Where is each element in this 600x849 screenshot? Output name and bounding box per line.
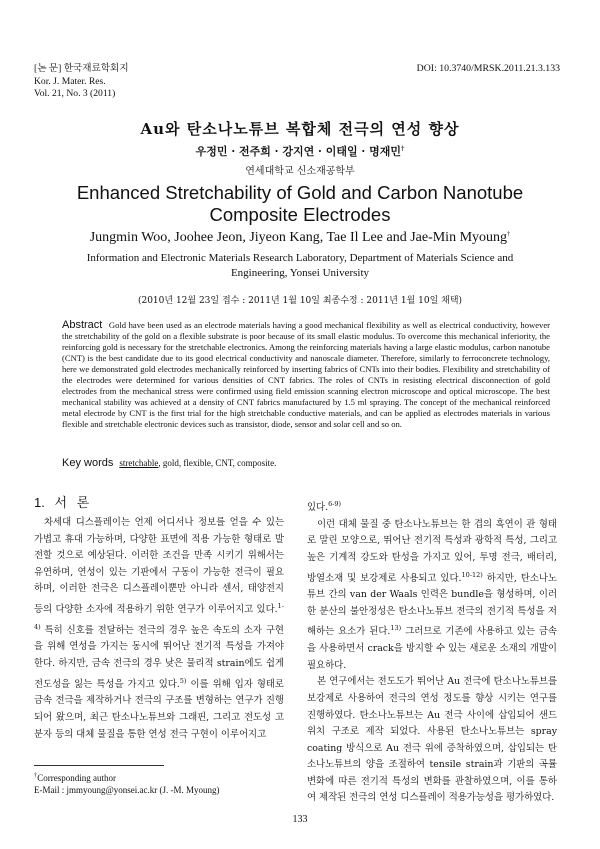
citation: 5): [179, 676, 187, 685]
intro-continuation: [307, 496, 557, 517]
intro-paragraph-1: [34, 515, 284, 743]
abstract: [62, 320, 550, 430]
citation: 13): [390, 624, 402, 633]
journal-line-2: Kor. J. Mater. Res.: [34, 75, 106, 87]
intro2-text-a: 이런 대체 물질 중 탄소나노튜브는 한 겹의 흑연이 관 형태로 말린 모양으로, 뛰어난 전기적 특성과 광학적 특성, 그리고 높은 기계적 강도와 탄성을 가지고 있어, 투명 전극, 배터리, 방열소재 및 보강제로 사용되고 있다.: [307, 518, 557, 584]
citation: 1-4): [34, 601, 284, 631]
footnote-divider: [34, 765, 164, 766]
section-heading-introduction: 1. 서 론: [34, 495, 90, 510]
keyword-first: stretchable: [119, 458, 159, 468]
authors-english-names: Jungmin Woo, Joohee Jeon, Jiyeon Kang, Tae Il Lee and Jae-Min Myoung: [89, 230, 508, 245]
keywords-rest: , gold, flexible, CNT, composite.: [158, 458, 277, 468]
journal-line-1: [논 문] 한국재료학회지: [34, 63, 129, 74]
intro-paragraph-3: 본 연구에서는 전도도가 뛰어난 Au 전극에 탄소나노튜브를 보강제로 사용하여 전극의 연성 정도를 향상 시키는 연구를 진행하였다. 탄소나노튜브는 Au 전극 사이에 삽입되어 샌드위치 구조로 제작 되었다. 사용된 탄소나노튜브는 spray coating 방식으로 Au 전극 위에 증착하였으며, 삽입되는 탄소나노튜브의 양을 조절하여 tensile strain과 기판의 곡률 변화에 따른 전기적 특성의 변화를 관찰하였으며, 이를 통하여 제작된 전극의 연성 디스플레이 적용가능성을 평가하였다.: [307, 676, 557, 804]
doi: DOI: 10.3740/MRSK.2011.21.3.133: [416, 63, 560, 74]
intro-text-b: 특히 신호를 전달하는 전극의 경우 높은 속도의 소자 구현을 위해 연성을 가지는 동시에 뛰어난 전기적 특성을 가져야 한다. 하지만, 금속 전극의 경우 낮은 물리적 strain에도 쉽게 전도성을 잃는 특성을 가지고 있다.: [34, 624, 284, 690]
footnote-corresponding: [34, 770, 220, 784]
journal-line-3: Vol. 21, No. 3 (2011): [34, 88, 116, 99]
footnote: [34, 770, 220, 796]
title-english-line-2: Composite Electrodes: [209, 204, 391, 225]
right-column: [307, 496, 557, 807]
footnote-corresponding-text: Corresponding author: [37, 773, 116, 783]
keywords: [62, 457, 276, 469]
authors-korean-names: 우정민 · 전주희 · 강지연 · 이태일 · 명재민: [195, 145, 401, 158]
left-column: [34, 515, 284, 743]
authors-korean: [40, 143, 560, 159]
abstract-text: Gold have been used as an electrode materials having a good mechanical flexibility as well as electrical conductivity, however the stretchability of the gold on a flexible substrate is poor because of its small elastic modulus. To overcome this mechanical inferiority, the reinforcing gold is necessary for the stretchable electronics. Among the reinforcing materials having a large elastic modulus, carbon nanotube (CNT) is the best candidate due to its good electrical conductivity and nanoscale diameter. Therefore, similarly to ferroconcrete technology, here we demonstrated gold electrodes mechanically reinforced by inserting fabrics of CNTs into their bodies. Flexibility and stretchability of the electrodes were determined for various densities of CNT fabrics. The roles of CNTs in resisting electrical disconnection of gold electrodes from the mechanical stress were confirmed using field emission scanning electron microscope and optical microscope. The best mechanical stability was achieved at a density of CNT fabrics manufactured by 1.5 ml spraying. The concept of the mechanical reinforced metal electrode by CNT is the first trial for the high stretchable conductive materials, and can be applied as electrodes materials in various flexible and stretchable electronic devices such as transistor, diode, sensor and solar cell and so on.: [62, 320, 550, 429]
title-korean: Au와 탄소나노튜브 복합체 전극의 연성 향상: [140, 120, 460, 138]
intro2-text-c: 그러므로 기존에 사용하고 있는 금속을 사용하면서 crack을 방지할 수 있는 새로운 소재의 개발이 필요하다.: [307, 626, 557, 671]
abstract-label: Abstract: [62, 319, 103, 331]
intro-text-c: 이를 위해 입자 형태로 금속 전극을 제작하거나 전극의 구조를 변형하는 연구가 진행 되어 왔으며, 최근 탄소나노튜브와 그래핀, 그리고 전도성 고분자 등의 대체 물질을 통한 연성 전극 구현이 이루어지고: [34, 678, 284, 740]
corresponding-mark: †: [400, 144, 405, 153]
title-english: [40, 182, 560, 226]
citation: 10-12): [461, 570, 483, 579]
continuation-text: 있다.: [307, 502, 329, 514]
title-english-line-1: Enhanced Stretchability of Gold and Carbon Nanotube: [76, 182, 524, 203]
affiliation-english: Information and Electronic Materials Research Laboratory, Department of Materials Science and Engineering, Yonsei University: [86, 252, 514, 279]
intro2-text-b: 하지만, 탄소나노튜브 간의 van der Waals 인력은 bundle을 형성하며, 이러한 분산의 불안정성은 탄소나노튜브 전극의 전기적 특성을 저해하는 요소가 된다.: [307, 572, 557, 638]
footnote-email: E-Mail : jmmyoung@yonsei.ac.kr (J. -M. Myoung): [34, 785, 220, 795]
authors-english: [40, 230, 560, 246]
affiliation-korean: 연세대학교 신소재공학부: [245, 166, 355, 177]
corresponding-mark-en: †: [507, 230, 511, 238]
intro-text-a: 차세대 디스플레이는 언제 어디서나 정보를 얻을 수 있는 가볍고 휴대 가능하며, 다양한 표면에 적용 가능한 형태로 발전할 것으로 예상된다. 이러한 조건을 만족 시키기 위해서는 유연하며, 연성이 있는 기판에서 구동이 가능한 전극이 필요하며, 이러한 전극은 디스플레이뿐만 아니라 센서, 태양전지 등의 다양한 소자에 적용하기 위한 연구가 이루어지고 있다.: [34, 517, 284, 616]
received-dates: (2010년 12월 23일 접수 : 2011년 1월 10일 최종수정 : 2011년 1월 10일 채택): [137, 296, 463, 306]
keywords-label: Key words: [62, 457, 114, 469]
footnote-mark: †: [34, 772, 38, 779]
intro-paragraph-2: [307, 517, 557, 675]
citation: 6-9): [328, 500, 342, 508]
journal-info: [34, 63, 129, 101]
page-number: 133: [292, 814, 308, 825]
